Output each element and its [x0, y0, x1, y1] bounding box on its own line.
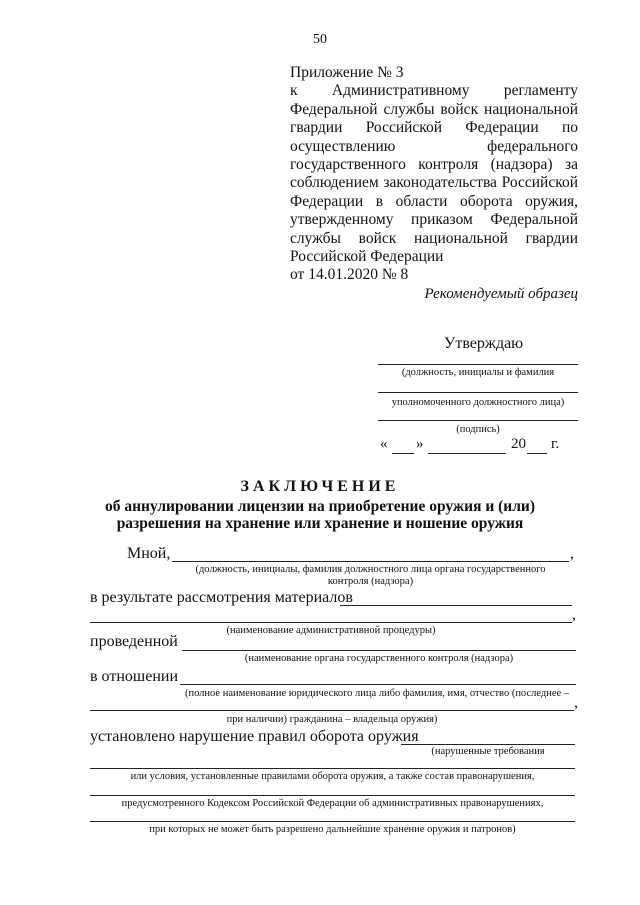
violation-caption4: при которых не может быть разрешено дальнейшие хранение оружия и патронов)	[149, 824, 516, 835]
appendix-line: соблюдением законодательства Российской	[290, 174, 578, 192]
regarding-field[interactable]	[180, 684, 576, 685]
regarding-caption1: (полное наименование юридического лица либо фамилия, имя, отчество (последнее –	[184, 688, 570, 699]
approval-position-line[interactable]	[378, 364, 578, 365]
approval-signature-line[interactable]	[378, 420, 578, 421]
date-year-prefix: 20	[511, 436, 526, 452]
violation-field-3[interactable]	[90, 795, 575, 796]
comma: ,	[572, 606, 576, 623]
comma: ,	[574, 694, 578, 711]
comma: ,	[570, 545, 574, 562]
appendix-line: к Административному регламенту	[290, 82, 578, 100]
appendix-line: Федеральной службы войск национальной	[290, 100, 578, 118]
appendix-line: Федерации в области оборота оружия,	[290, 192, 578, 210]
conducted-label: проведенной	[90, 633, 178, 650]
violation-field-4[interactable]	[90, 821, 575, 822]
violation-label: установлено нарушение правил оборота оружия	[90, 728, 419, 745]
violation-field-2[interactable]	[90, 768, 575, 769]
approval-official-line[interactable]	[378, 392, 578, 393]
approval-caption-position: (должность, инициалы и фамилия	[401, 367, 555, 378]
review-caption: (наименование административной процедуры)	[226, 625, 436, 636]
appendix-line: гвардии Российской Федерации по	[290, 119, 578, 137]
approval-caption-official: уполномоченного должностного лица)	[391, 397, 565, 408]
recommended-sample-label: Рекомендуемый образец	[424, 286, 578, 302]
appendix-line: государственного контроля (надзора) за	[290, 156, 578, 174]
appendix-line: Российской Федерации	[290, 248, 444, 266]
conducted-caption: (наименование органа государственного контроля (надзора)	[244, 653, 514, 664]
violation-caption2: или условия, установленные правилами оборота оружия, а также состав правонарушения,	[130, 771, 535, 782]
date-day-field[interactable]	[392, 453, 414, 454]
regarding-label: в отношении	[90, 668, 179, 685]
page-number: 50	[313, 32, 327, 47]
document-subtitle-line2: разрешения на хранение или хранение и ношение оружия	[116, 515, 524, 532]
appendix-line: осуществлению федерального	[290, 137, 578, 155]
document-title: ЗАКЛЮЧЕНИЕ	[240, 478, 400, 495]
regarding-field-2[interactable]	[90, 710, 574, 711]
regarding-caption2: при наличии) гражданина – владельца оружия)	[226, 714, 438, 725]
approval-caption-signature: (подпись)	[456, 424, 500, 435]
date-open-quote: «	[380, 436, 388, 452]
by-me-label: Мной,	[127, 545, 171, 562]
document-subtitle-line1: об аннулировании лицензии на приобретение оружия и (или)	[104, 498, 536, 515]
conducted-field[interactable]	[182, 650, 576, 651]
date-year-field[interactable]	[527, 453, 547, 454]
violation-caption3: предусмотренного Кодексом Российской Федерации об административных правонарушениях,	[121, 798, 544, 809]
appendix-line: службы войск национальной гвардии	[290, 229, 578, 247]
by-me-caption2: контроля (надзора)	[327, 576, 414, 587]
date-year-suffix: г.	[551, 436, 560, 452]
date-month-field[interactable]	[428, 453, 506, 454]
appendix-line: Приложение № 3	[290, 64, 404, 81]
approval-heading: Утверждаю	[444, 335, 524, 352]
review-field[interactable]	[340, 605, 572, 606]
review-label: в результате рассмотрения материалов	[90, 589, 353, 606]
appendix-line: утвержденному приказом Федеральной	[290, 211, 578, 229]
by-me-field[interactable]	[172, 561, 569, 562]
review-field-2[interactable]	[90, 622, 572, 623]
appendix-line: от 14.01.2020 № 8	[290, 266, 409, 284]
appendix-header	[290, 64, 578, 285]
by-me-caption1: (должность, инициалы, фамилия должностного лица органа государственного	[195, 564, 546, 575]
violation-caption1: (нарушенные требования	[431, 746, 545, 757]
date-close-quote: »	[416, 436, 424, 452]
violation-field[interactable]	[401, 744, 575, 745]
